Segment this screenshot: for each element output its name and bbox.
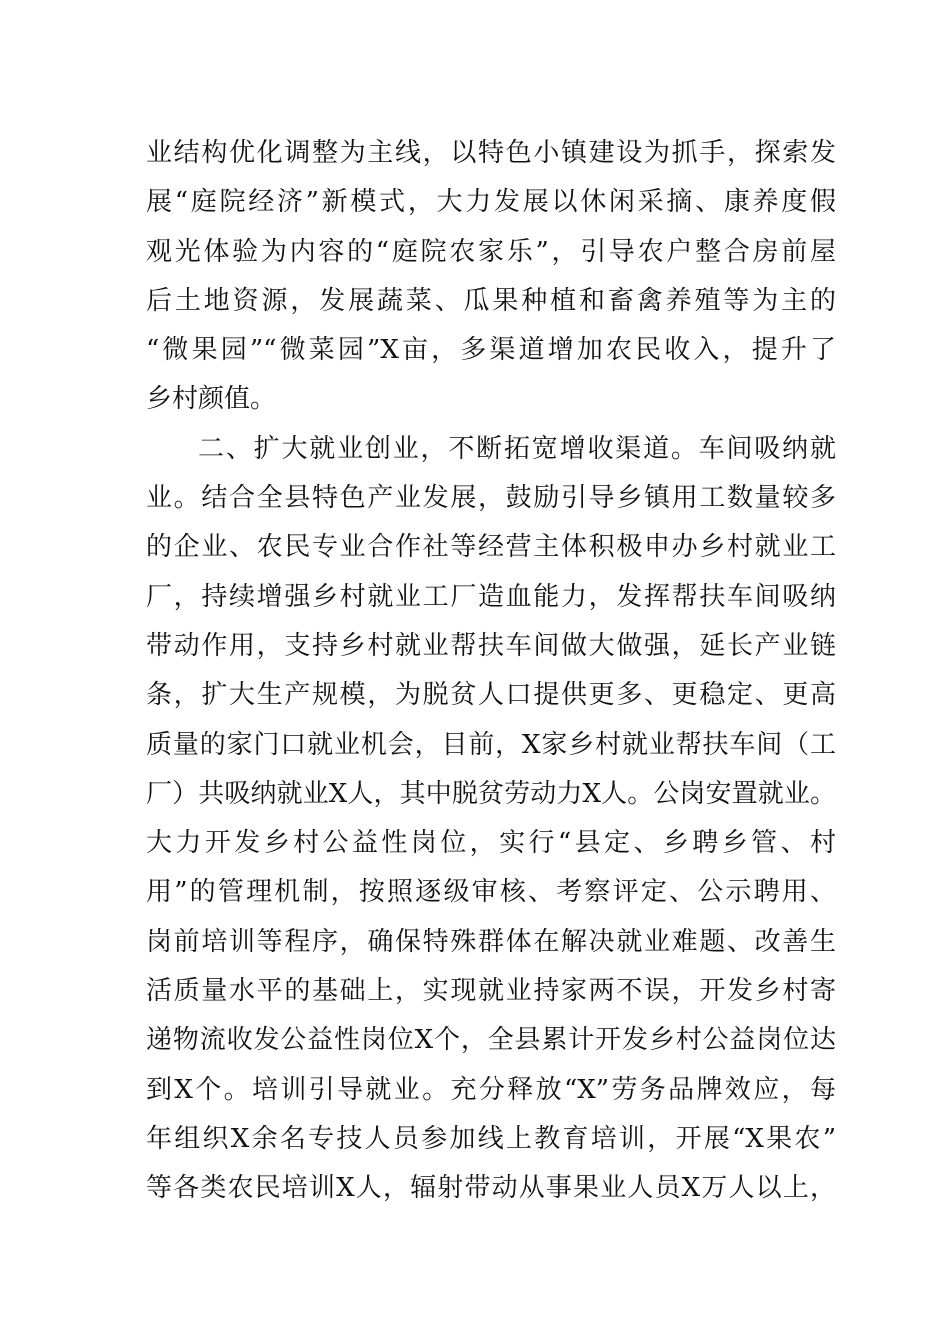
text-line-5: “微果园”“微菜园”X亩，多渠道增加农民收入，提升了 bbox=[146, 335, 836, 366]
text-line-8: 业。结合全县特色产业发展，鼓励引导乡镇用工数量较多 bbox=[146, 483, 836, 514]
text-line-19: 递物流收发公益性岗位X个，全县累计开发乡村公益岗位达 bbox=[146, 1025, 836, 1056]
text-line-18: 活质量水平的基础上，实现就业持家两不误，开发乡村寄 bbox=[146, 976, 836, 1007]
text-line-2: 展“庭院经济”新模式，大力发展以休闲采摘、康养度假 bbox=[146, 187, 836, 218]
text-line-10: 厂，持续增强乡村就业工厂造血能力，发挥帮扶车间吸纳 bbox=[146, 581, 836, 612]
text-line-4: 后土地资源，发展蔬菜、瓜果种植和畜禽养殖等为主的 bbox=[146, 285, 836, 316]
text-line-16: 用”的管理机制，按照逐级审核、考察评定、公示聘用、 bbox=[146, 877, 836, 908]
text-line-21: 年组织X余名专技人员参加线上教育培训，开展“X果农” bbox=[146, 1123, 836, 1154]
text-line-13: 质量的家门口就业机会，目前，X家乡村就业帮扶车间（工 bbox=[146, 729, 836, 760]
text-line-3: 观光体验为内容的“庭院农家乐”，引导农户整合房前屋 bbox=[146, 236, 836, 267]
text-line-22: 等各类农民培训X人，辐射带动从事果业人员X万人以上， bbox=[146, 1173, 836, 1204]
text-line-20: 到X个。培训引导就业。充分释放“X”劳务品牌效应，每 bbox=[146, 1074, 836, 1105]
text-line-1: 业结构优化调整为主线，以特色小镇建设为抓手，探索发 bbox=[146, 138, 836, 168]
body-text bbox=[146, 129, 836, 1214]
text-line-6: 乡村颜值。 bbox=[146, 384, 277, 415]
text-line-9: 的企业、农民专业合作社等经营主体积极申办乡村就业工 bbox=[146, 532, 836, 563]
text-line-7: 二、扩大就业创业，不断拓宽增收渠道。车间吸纳就 bbox=[198, 433, 836, 464]
text-line-11: 带动作用，支持乡村就业帮扶车间做大做强，延长产业链 bbox=[146, 630, 836, 661]
text-line-12: 条，扩大生产规模，为脱贫人口提供更多、更稳定、更高 bbox=[146, 680, 836, 711]
text-line-15: 大力开发乡村公益性岗位，实行“县定、乡聘乡管、村 bbox=[146, 828, 836, 859]
text-line-14: 厂）共吸纳就业X人，其中脱贫劳动力X人。公岗安置就业。 bbox=[146, 778, 836, 809]
text-line-17: 岗前培训等程序，确保特殊群体在解决就业难题、改善生 bbox=[146, 926, 836, 957]
